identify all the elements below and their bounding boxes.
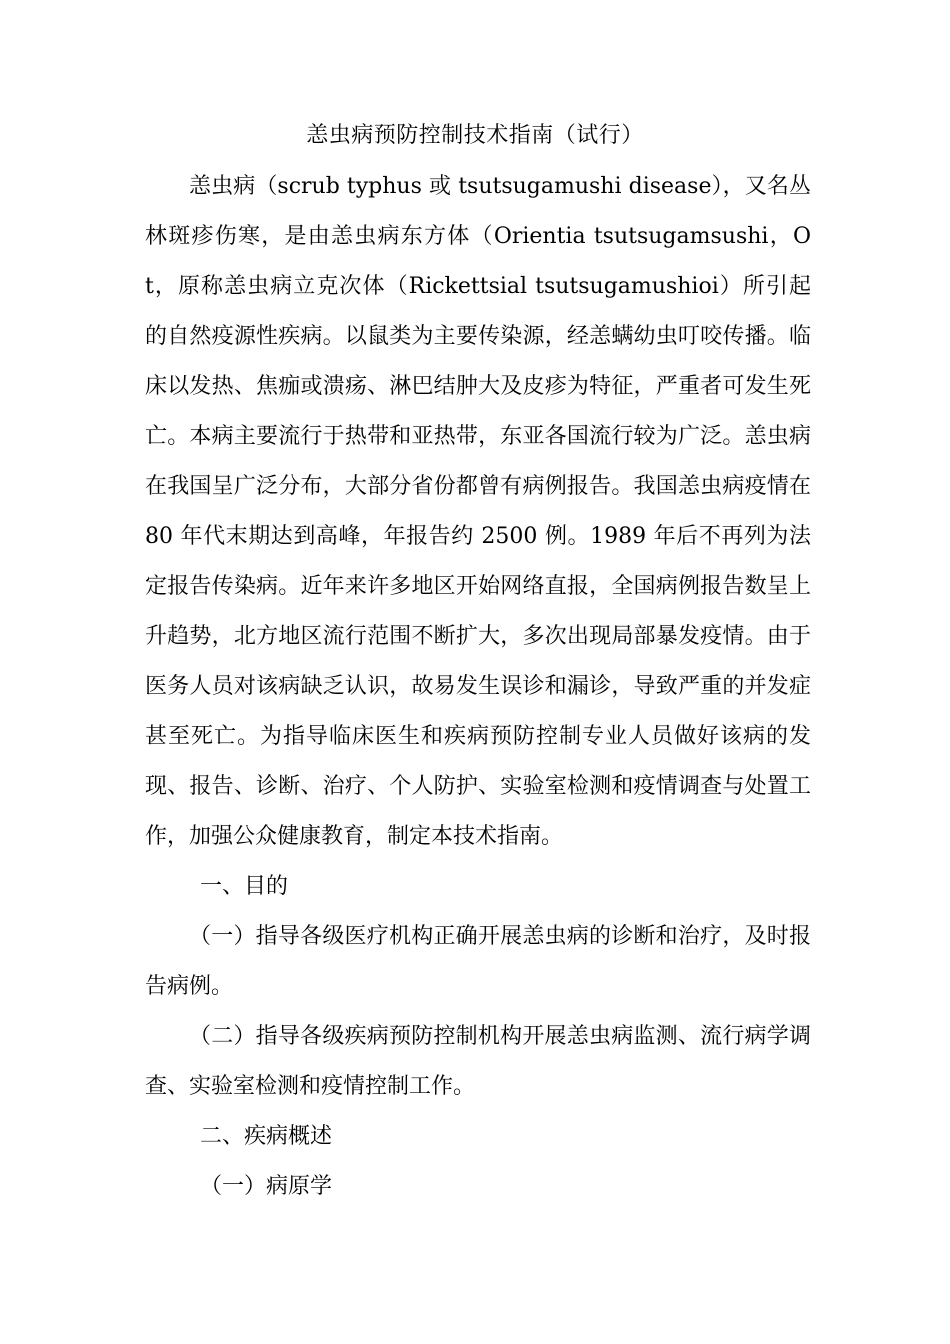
section-heading-overview: 二、疾病概述 bbox=[200, 1124, 333, 1149]
document-title: 恙虫病预防控制技术指南（试行） bbox=[306, 123, 644, 148]
purpose-item-2: （二）指导各级疾病预防控制机构开展恙虫病监测、流行病学调查、实验室检测和疫情控制工作。 bbox=[145, 1024, 811, 1099]
purpose-item-1: （一）指导各级医疗机构正确开展恙虫病的诊断和治疗，及时报告病例。 bbox=[145, 924, 811, 999]
section-heading-purpose: 一、目的 bbox=[200, 874, 289, 899]
subsection-heading-etiology: （一）病原学 bbox=[200, 1174, 333, 1199]
intro-paragraph: 恙虫病（scrub typhus 或 tsutsugamushi disease），又名丛林斑疹伤寒，是由恙虫病东方体（Orientia tsutsugamsushi，Ot，原称恙虫病立克次体（Rickettsial tsutsugamushioi）所引起的自然疫源性疾病。以鼠类为主要传染源，经恙螨幼虫叮咬传播。临床以发热、焦痂或溃疡、淋巴结肿大及皮疹为特征，严重者可发生死亡。本病主要流行于热带和亚热带，东亚各国流行较为广泛。恙虫病在我国呈广泛分布，大部分省份都曾有病例报告。我国恙虫病疫情在 80 年代末期达到高峰，年报告约 2500 例。1989 年后不再列为法定报告传染病。近年来许多地区开始网络直报，全国病例报告数呈上升趋势，北方地区流行范围不断扩大，多次出现局部暴发疫情。由于医务人员对该病缺乏认识，故易发生误诊和漏诊，导致严重的并发症甚至死亡。为指导临床医生和疾病预防控制专业人员做好该病的发现、报告、诊断、治疗、个人防护、实验室检测和疫情调查与处置工作，加强公众健康教育，制定本技术指南。 bbox=[145, 174, 811, 849]
document-body bbox=[145, 162, 811, 1212]
